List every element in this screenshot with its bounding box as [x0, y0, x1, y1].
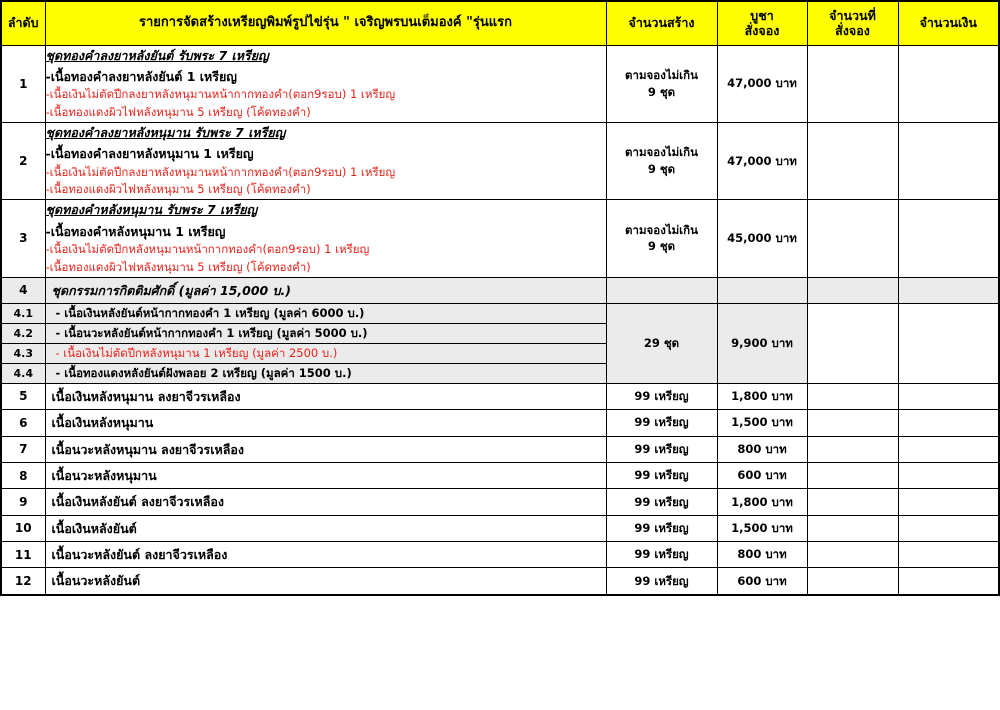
made-line2: 9 ชุด — [647, 239, 676, 254]
row-amount[interactable] — [898, 462, 999, 488]
header-no: ลำดับ — [1, 1, 45, 45]
section-title: ชุดกรรมการกิตติมศักดิ์ (มูลค่า 15,000 บ.) — [45, 277, 606, 303]
table-row — [1, 542, 999, 568]
made-line1: ตามจองไม่เกิน — [625, 222, 698, 237]
group-item: -เนื้อเงินไม่ตัดปีกลงยาหลังหนุมานหน้ากากทองคำ(ตอก9รอบ) 1 เหรียญ — [45, 87, 396, 102]
row-made: 99 เหรียญ — [606, 542, 717, 568]
row-description: เนื้อเงินหลังหนุมาน ลงยาจีวรเหลือง — [45, 383, 606, 409]
header-made: จำนวนสร้าง — [606, 1, 717, 45]
row-description — [45, 45, 606, 122]
row-amount[interactable] — [898, 304, 999, 384]
row-price: 9,900 บาท — [717, 304, 807, 384]
group-title: ชุดทองคำลงยาหลังยันต์ รับพระ 7 เหรียญ — [45, 47, 269, 63]
row-booked[interactable] — [807, 542, 898, 568]
row-no: 10 — [1, 515, 45, 541]
row-booked[interactable] — [807, 515, 898, 541]
row-booked[interactable] — [807, 489, 898, 515]
row-price: 800 บาท — [717, 436, 807, 462]
row-price: 1,800 บาท — [717, 489, 807, 515]
row-price: 47,000 บาท — [717, 122, 807, 199]
row-description: - เนื้อเงินไม่ตัดปีกหลังหนุมาน 1 เหรียญ (มูลค่า 2500 บ.) — [45, 343, 606, 363]
header-booked-line2: สั่งจอง — [835, 23, 870, 39]
made-line1: ตามจองไม่เกิน — [625, 68, 698, 83]
row-no: 9 — [1, 489, 45, 515]
row-booked[interactable] — [807, 410, 898, 436]
made-line2: 9 ชุด — [647, 84, 676, 99]
row-booked[interactable] — [807, 122, 898, 199]
header-amount: จำนวนเงิน — [898, 1, 999, 45]
row-no: 4.4 — [1, 363, 45, 383]
header-price-line1: บูชา — [750, 7, 774, 23]
row-description — [45, 122, 606, 199]
row-made: 99 เหรียญ — [606, 383, 717, 409]
row-amount[interactable] — [898, 45, 999, 122]
row-no: 1 — [1, 45, 45, 122]
table-row — [1, 489, 999, 515]
row-made: 29 ชุด — [606, 304, 717, 384]
table-row — [1, 122, 999, 199]
table-row — [1, 383, 999, 409]
row-amount[interactable] — [898, 410, 999, 436]
row-booked[interactable] — [807, 568, 898, 595]
group-item: -เนื้อทองคำลงยาหลังยันต์ 1 เหรียญ — [45, 68, 237, 84]
group-item: -เนื้อทองแดงผิวไฟหลังหนุมาน 5 เหรียญ (โค้ดทองคำ) — [45, 182, 311, 197]
row-description: เนื้อเงินหลังยันต์ ลงยาจีวรเหลือง — [45, 489, 606, 515]
table-row — [1, 410, 999, 436]
table-row — [1, 515, 999, 541]
row-description: เนื้อเงินหลังหนุมาน — [45, 410, 606, 436]
made-line2: 9 ชุด — [647, 162, 676, 177]
table-row — [1, 568, 999, 595]
row-description: - เนื้อนวะหลังยันต์หน้ากากทองคำ 1 เหรียญ (มูลค่า 5000 บ.) — [45, 323, 606, 343]
section-amount-placeholder — [898, 277, 999, 303]
section-booked-placeholder — [807, 277, 898, 303]
group-item: -เนื้อเงินไม่ตัดปีกหลังหนุมานหน้ากากทองคำ(ตอก9รอบ) 1 เหรียญ — [45, 242, 370, 256]
row-made — [606, 200, 717, 277]
group-item: -เนื้อเงินไม่ตัดปีกลงยาหลังหนุมานหน้ากากทองคำ(ตอก9รอบ) 1 เหรียญ — [45, 164, 396, 179]
table-row — [1, 277, 999, 303]
group-item: -เนื้อทองคำหลังหนุมาน 1 เหรียญ — [45, 223, 226, 239]
row-made: 99 เหรียญ — [606, 462, 717, 488]
row-description: เนื้อนวะหลังยันต์ — [45, 568, 606, 595]
row-no: 4.3 — [1, 343, 45, 363]
row-made: 99 เหรียญ — [606, 515, 717, 541]
row-no: 5 — [1, 383, 45, 409]
row-no: 7 — [1, 436, 45, 462]
row-price: 800 บาท — [717, 542, 807, 568]
section-price-placeholder — [717, 277, 807, 303]
made-line1: ตามจองไม่เกิน — [625, 145, 698, 160]
row-no: 3 — [1, 200, 45, 277]
header-price — [717, 1, 807, 45]
row-description: เนื้อเงินหลังยันต์ — [45, 515, 606, 541]
row-made — [606, 122, 717, 199]
row-description: เนื้อนวะหลังหนุมาน — [45, 462, 606, 488]
row-amount[interactable] — [898, 542, 999, 568]
table-row — [1, 45, 999, 122]
row-amount[interactable] — [898, 515, 999, 541]
row-no: 4.1 — [1, 304, 45, 324]
header-booked-line1: จำนวนที่ — [829, 7, 876, 23]
row-description: - เนื้อทองแดงหลังยันต์ฝังพลอย 2 เหรียญ (มูลค่า 1500 บ.) — [45, 363, 606, 383]
group-title: ชุดทองคำหลังหนุมาน รับพระ 7 เหรียญ — [45, 202, 258, 218]
row-no: 4.2 — [1, 323, 45, 343]
table-body — [1, 45, 999, 595]
row-price: 47,000 บาท — [717, 45, 807, 122]
group-item: -เนื้อทองแดงผิวไฟหลังหนุมาน 5 เหรียญ (โค้ดทองคำ) — [45, 105, 311, 120]
header-booked — [807, 1, 898, 45]
row-amount[interactable] — [898, 489, 999, 515]
row-made: 99 เหรียญ — [606, 410, 717, 436]
table-row — [1, 200, 999, 277]
row-price: 45,000 บาท — [717, 200, 807, 277]
table-row — [1, 462, 999, 488]
row-amount[interactable] — [898, 383, 999, 409]
row-no: 8 — [1, 462, 45, 488]
row-booked[interactable] — [807, 436, 898, 462]
section-made-placeholder — [606, 277, 717, 303]
row-made: 99 เหรียญ — [606, 568, 717, 595]
row-no: 11 — [1, 542, 45, 568]
row-booked[interactable] — [807, 200, 898, 277]
row-no: 4 — [1, 277, 45, 303]
row-description — [45, 200, 606, 277]
row-no: 12 — [1, 568, 45, 595]
row-description: - เนื้อเงินหลังยันต์หน้ากากทองคำ 1 เหรียญ (มูลค่า 6000 บ.) — [45, 304, 606, 324]
header-description: รายการจัดสร้างเหรียญพิมพ์รูปไข่รุ่น " เจริญพรบนเต็มองค์ "รุ่นแรก — [45, 1, 606, 45]
row-amount[interactable] — [898, 122, 999, 199]
row-price: 600 บาท — [717, 462, 807, 488]
row-price: 1,500 บาท — [717, 410, 807, 436]
row-booked[interactable] — [807, 45, 898, 122]
row-made: 99 เหรียญ — [606, 436, 717, 462]
row-booked[interactable] — [807, 462, 898, 488]
row-booked[interactable] — [807, 383, 898, 409]
row-price: 600 บาท — [717, 568, 807, 595]
table-header — [1, 1, 999, 45]
row-description: เนื้อนวะหลังยันต์ ลงยาจีวรเหลือง — [45, 542, 606, 568]
row-amount[interactable] — [898, 436, 999, 462]
row-made — [606, 45, 717, 122]
group-item: -เนื้อทองคำลงยาหลังหนุมาน 1 เหรียญ — [45, 146, 254, 162]
group-item: -เนื้อทองแดงผิวไฟหลังหนุมาน 5 เหรียญ (โค้ดทองคำ) — [45, 259, 311, 274]
row-price: 1,800 บาท — [717, 383, 807, 409]
table-row — [1, 436, 999, 462]
table-header-row — [1, 1, 999, 45]
row-made: 99 เหรียญ — [606, 489, 717, 515]
group-title: ชุดทองคำลงยาหลังหนุมาน รับพระ 7 เหรียญ — [45, 124, 286, 140]
row-price: 1,500 บาท — [717, 515, 807, 541]
row-amount[interactable] — [898, 568, 999, 595]
row-no: 2 — [1, 122, 45, 199]
header-price-line2: สั่งจอง — [744, 23, 780, 39]
row-description: เนื้อนวะหลังหนุมาน ลงยาจีวรเหลือง — [45, 436, 606, 462]
row-booked[interactable] — [807, 304, 898, 384]
row-no: 6 — [1, 410, 45, 436]
table-row — [1, 304, 999, 324]
row-amount[interactable] — [898, 200, 999, 277]
